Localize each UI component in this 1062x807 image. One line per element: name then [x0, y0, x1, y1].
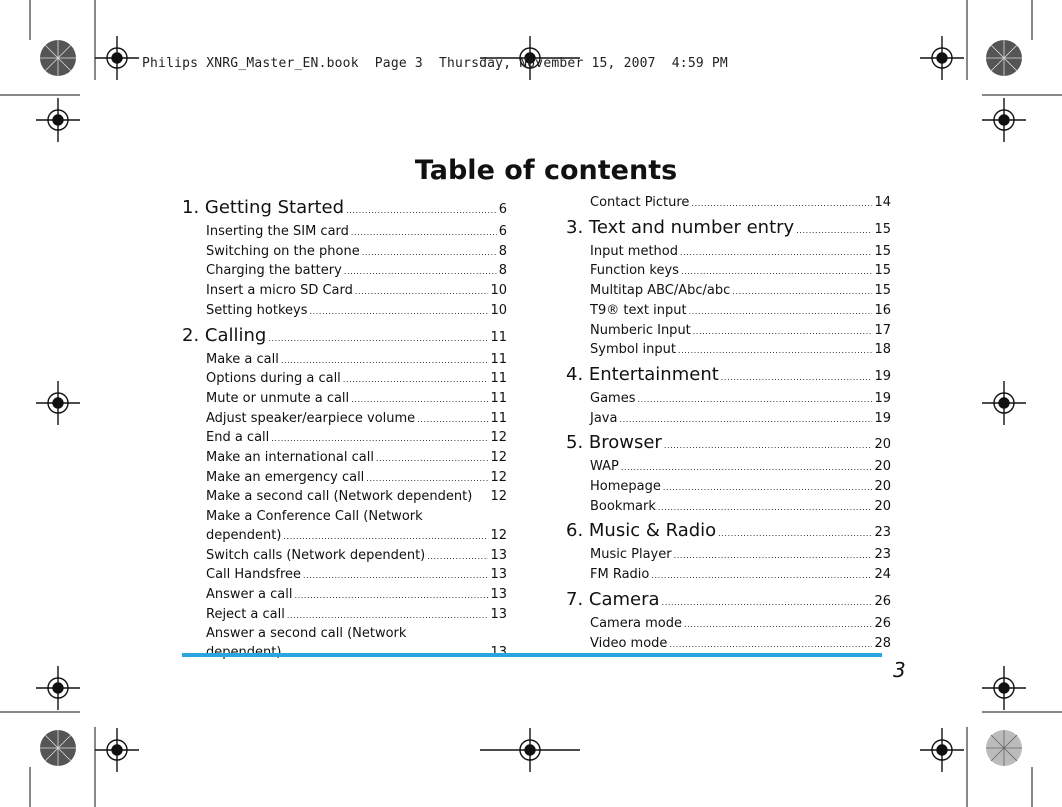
dot-leader [718, 522, 872, 546]
toc-page-number: 19 [874, 390, 891, 406]
toc-page-number: 11 [490, 390, 507, 406]
toc-section-title: 3. Text and number entry [566, 216, 795, 238]
toc-entry-title: Games [590, 390, 636, 406]
toc-entry-title: Camera mode [590, 615, 683, 631]
toc-page-number: 26 [874, 615, 891, 631]
toc-entry[interactable] [590, 282, 891, 302]
toc-entry[interactable] [590, 262, 891, 282]
toc-entry-title: FM Radio [590, 567, 650, 583]
print-header-stamp: Philips XNRG_Master_EN.book Page 3 Thursday, November 15, 2007 4:59 PM [142, 56, 728, 71]
dot-leader [268, 327, 488, 351]
toc-page-number: 10 [490, 302, 507, 318]
toc-section[interactable] [566, 363, 891, 390]
toc-entry-title: Java [590, 410, 618, 426]
toc-entry[interactable] [590, 635, 891, 655]
dot-leader [691, 195, 872, 214]
toc-entry-title: Insert a micro SD Card [206, 283, 353, 299]
dot-leader [669, 636, 872, 655]
toc-page-number: 10 [490, 283, 507, 299]
dot-leader [732, 283, 872, 302]
toc-entry-title: Contact Picture [590, 195, 690, 210]
toc-section[interactable] [182, 324, 507, 351]
toc-page-number: 16 [874, 302, 891, 318]
toc-section-title: 1. Getting Started [182, 197, 345, 218]
toc-page-number: 11 [490, 371, 507, 387]
toc-section[interactable] [182, 196, 507, 223]
toc-entry[interactable] [206, 429, 507, 449]
toc-entry-title: Input method [590, 243, 678, 259]
footer-rule [182, 653, 882, 657]
toc-page-number: 12 [490, 450, 507, 466]
toc-left-column [182, 194, 507, 664]
toc-entry-title: Make a call [206, 351, 279, 367]
toc-entry[interactable] [206, 488, 507, 508]
toc-page-number: 12 [490, 430, 507, 446]
toc-entry[interactable] [590, 615, 891, 635]
toc-page-number: 15 [874, 283, 891, 299]
dot-leader [294, 587, 488, 606]
page-number: 3 [893, 658, 906, 682]
toc-page-number: 12 [490, 489, 507, 505]
toc-page-number: 24 [874, 567, 891, 583]
toc-entry-title: Mute or unmute a call [206, 390, 350, 406]
dot-leader [283, 528, 488, 547]
toc-section[interactable] [566, 588, 891, 615]
dot-leader [663, 479, 873, 498]
dot-leader [796, 219, 872, 243]
toc-page-number: 14 [874, 195, 891, 210]
toc-page-number: 18 [874, 342, 891, 358]
toc-entry[interactable] [206, 282, 507, 302]
toc-entry[interactable] [590, 566, 891, 586]
toc-entry[interactable] [206, 508, 507, 546]
toc-entry-title: Make a Conference Call (Network [206, 509, 423, 525]
toc-page-number: 20 [874, 498, 891, 514]
toc-entry-title-continued: dependent) [206, 527, 282, 543]
toc-entry[interactable] [590, 341, 891, 361]
toc-page-number: 13 [490, 567, 507, 583]
toc-entry-title: Switch calls (Network dependent) [206, 547, 426, 563]
toc-page-number: 23 [874, 547, 891, 563]
toc-page-number: 13 [490, 586, 507, 602]
toc-section-title: 7. Camera [566, 588, 660, 610]
dot-leader [678, 342, 872, 361]
dot-leader [651, 567, 872, 586]
toc-section[interactable] [566, 519, 891, 546]
toc-page-number: 17 [874, 322, 891, 338]
toc-entry[interactable] [206, 351, 507, 371]
toc-entry-title: Numberic Input [590, 322, 691, 338]
toc-entry[interactable] [206, 469, 507, 489]
toc-entry-title: Answer a call [206, 586, 293, 602]
toc-section[interactable] [566, 431, 891, 458]
toc-entry[interactable] [206, 566, 507, 586]
toc-page-number: 23 [874, 525, 891, 541]
toc-page-number: 19 [874, 368, 891, 384]
toc-page-number: 20 [874, 437, 891, 453]
dot-leader [637, 391, 872, 410]
toc-entry[interactable] [206, 262, 507, 282]
toc-entry-title: Music Player [590, 547, 672, 563]
toc-entry[interactable] [206, 302, 507, 322]
dot-leader [271, 430, 488, 449]
toc-entry-title: Call Handsfree [206, 567, 302, 583]
toc-page-number: 8 [498, 263, 507, 279]
dot-leader [376, 450, 489, 469]
toc-entry-title: Switching on the phone [206, 243, 360, 259]
dot-leader [621, 459, 873, 478]
toc-entry[interactable] [590, 498, 891, 518]
dot-leader [362, 244, 497, 263]
toc-entry[interactable] [206, 625, 507, 663]
toc-entry-title: Bookmark [590, 498, 656, 514]
dot-leader [344, 263, 497, 282]
toc-page-number: 26 [874, 593, 891, 609]
toc-entry-title: Answer a second call (Network [206, 626, 407, 642]
toc-entry-title: Options during a call [206, 371, 341, 387]
toc-entry[interactable] [206, 223, 507, 243]
dot-leader [351, 391, 488, 410]
toc-entry-title: Multitap ABC/Abc/abc [590, 283, 731, 299]
toc-entry[interactable] [590, 478, 891, 498]
dot-leader [355, 283, 489, 302]
toc-entry-title: Adjust speaker/earpiece volume [206, 410, 416, 426]
dot-leader [684, 616, 872, 635]
dot-leader [664, 434, 873, 458]
toc-entry-title: Function keys [590, 263, 679, 279]
toc-section-title: 6. Music & Radio [566, 520, 717, 542]
dot-leader [662, 591, 873, 615]
toc-entry[interactable] [206, 586, 507, 606]
dot-leader [681, 263, 872, 282]
toc-page-number: 15 [874, 221, 891, 237]
toc-page-number: 12 [490, 469, 507, 485]
toc-entry-title: Make an international call [206, 450, 374, 466]
toc-entry[interactable] [206, 390, 507, 410]
toc-entry[interactable] [590, 243, 891, 263]
toc-entry-title: Inserting the SIM card [206, 224, 349, 239]
toc-page-number: 20 [874, 459, 891, 475]
toc-entry[interactable] [590, 410, 891, 430]
toc-page-number: 12 [490, 527, 507, 543]
dot-leader [287, 607, 489, 626]
dot-leader [658, 499, 873, 518]
toc-entry[interactable] [206, 547, 507, 567]
toc-entry[interactable] [590, 458, 891, 478]
toc-entry[interactable] [590, 302, 891, 322]
toc-entry[interactable] [590, 546, 891, 566]
toc-page-number: 11 [490, 329, 507, 345]
toc-page-number: 15 [874, 243, 891, 259]
toc-entry[interactable] [206, 410, 507, 430]
toc-right-column [566, 194, 891, 654]
toc-entry[interactable] [590, 390, 891, 410]
page-title: Table of contents [414, 155, 678, 186]
dot-leader [343, 371, 489, 390]
toc-page-number: 20 [874, 479, 891, 495]
dot-leader [689, 303, 873, 322]
toc-page-number: 28 [874, 635, 891, 651]
toc-page-number: 8 [498, 243, 507, 259]
dot-leader [417, 411, 488, 430]
toc-entry[interactable] [206, 370, 507, 390]
toc-entry[interactable] [206, 243, 507, 263]
toc-section[interactable] [566, 216, 891, 243]
toc-entry[interactable] [206, 606, 507, 626]
toc-entry-title: Symbol input [590, 342, 676, 358]
toc-entry[interactable] [206, 449, 507, 469]
toc-entry-title: WAP [590, 459, 619, 475]
toc-entry[interactable] [590, 322, 891, 342]
toc-entry-title: Reject a call [206, 606, 285, 622]
dot-leader [346, 199, 497, 223]
toc-page-number: 13 [490, 547, 507, 563]
toc-entry-title: Make a second call (Network dependent) [206, 489, 473, 505]
toc-section-title: 4. Entertainment [566, 363, 719, 385]
dot-leader [674, 547, 873, 566]
toc-page-number: 13 [490, 606, 507, 622]
toc-entry-title: Charging the battery [206, 263, 342, 279]
dot-leader [680, 244, 872, 263]
toc-section-title: 5. Browser [566, 432, 662, 454]
toc-entry-title: Video mode [590, 635, 668, 651]
dot-leader [351, 224, 497, 243]
toc-entry-title: Setting hotkeys [206, 302, 308, 318]
dot-leader [303, 567, 488, 586]
dot-leader [310, 303, 489, 322]
toc-entry-title: Make an emergency call [206, 469, 365, 485]
dot-leader [281, 352, 489, 371]
dot-leader [619, 411, 872, 430]
toc-page-number: 6 [498, 224, 507, 239]
toc-page-number: 15 [874, 263, 891, 279]
dot-leader [721, 366, 873, 390]
dot-leader [693, 323, 873, 342]
dot-leader [366, 470, 488, 489]
toc-page-number: 19 [874, 410, 891, 426]
toc-entry-title: End a call [206, 430, 270, 446]
toc-entry[interactable] [590, 194, 891, 214]
toc-page-number: 6 [498, 202, 507, 217]
toc-page-number: 11 [490, 410, 507, 426]
dot-leader [427, 548, 488, 567]
toc-entry-title: Homepage [590, 479, 661, 495]
toc-entry-title: T9® text input [590, 302, 687, 318]
toc-page-number: 11 [490, 351, 507, 367]
toc-section-title: 2. Calling [182, 324, 267, 346]
